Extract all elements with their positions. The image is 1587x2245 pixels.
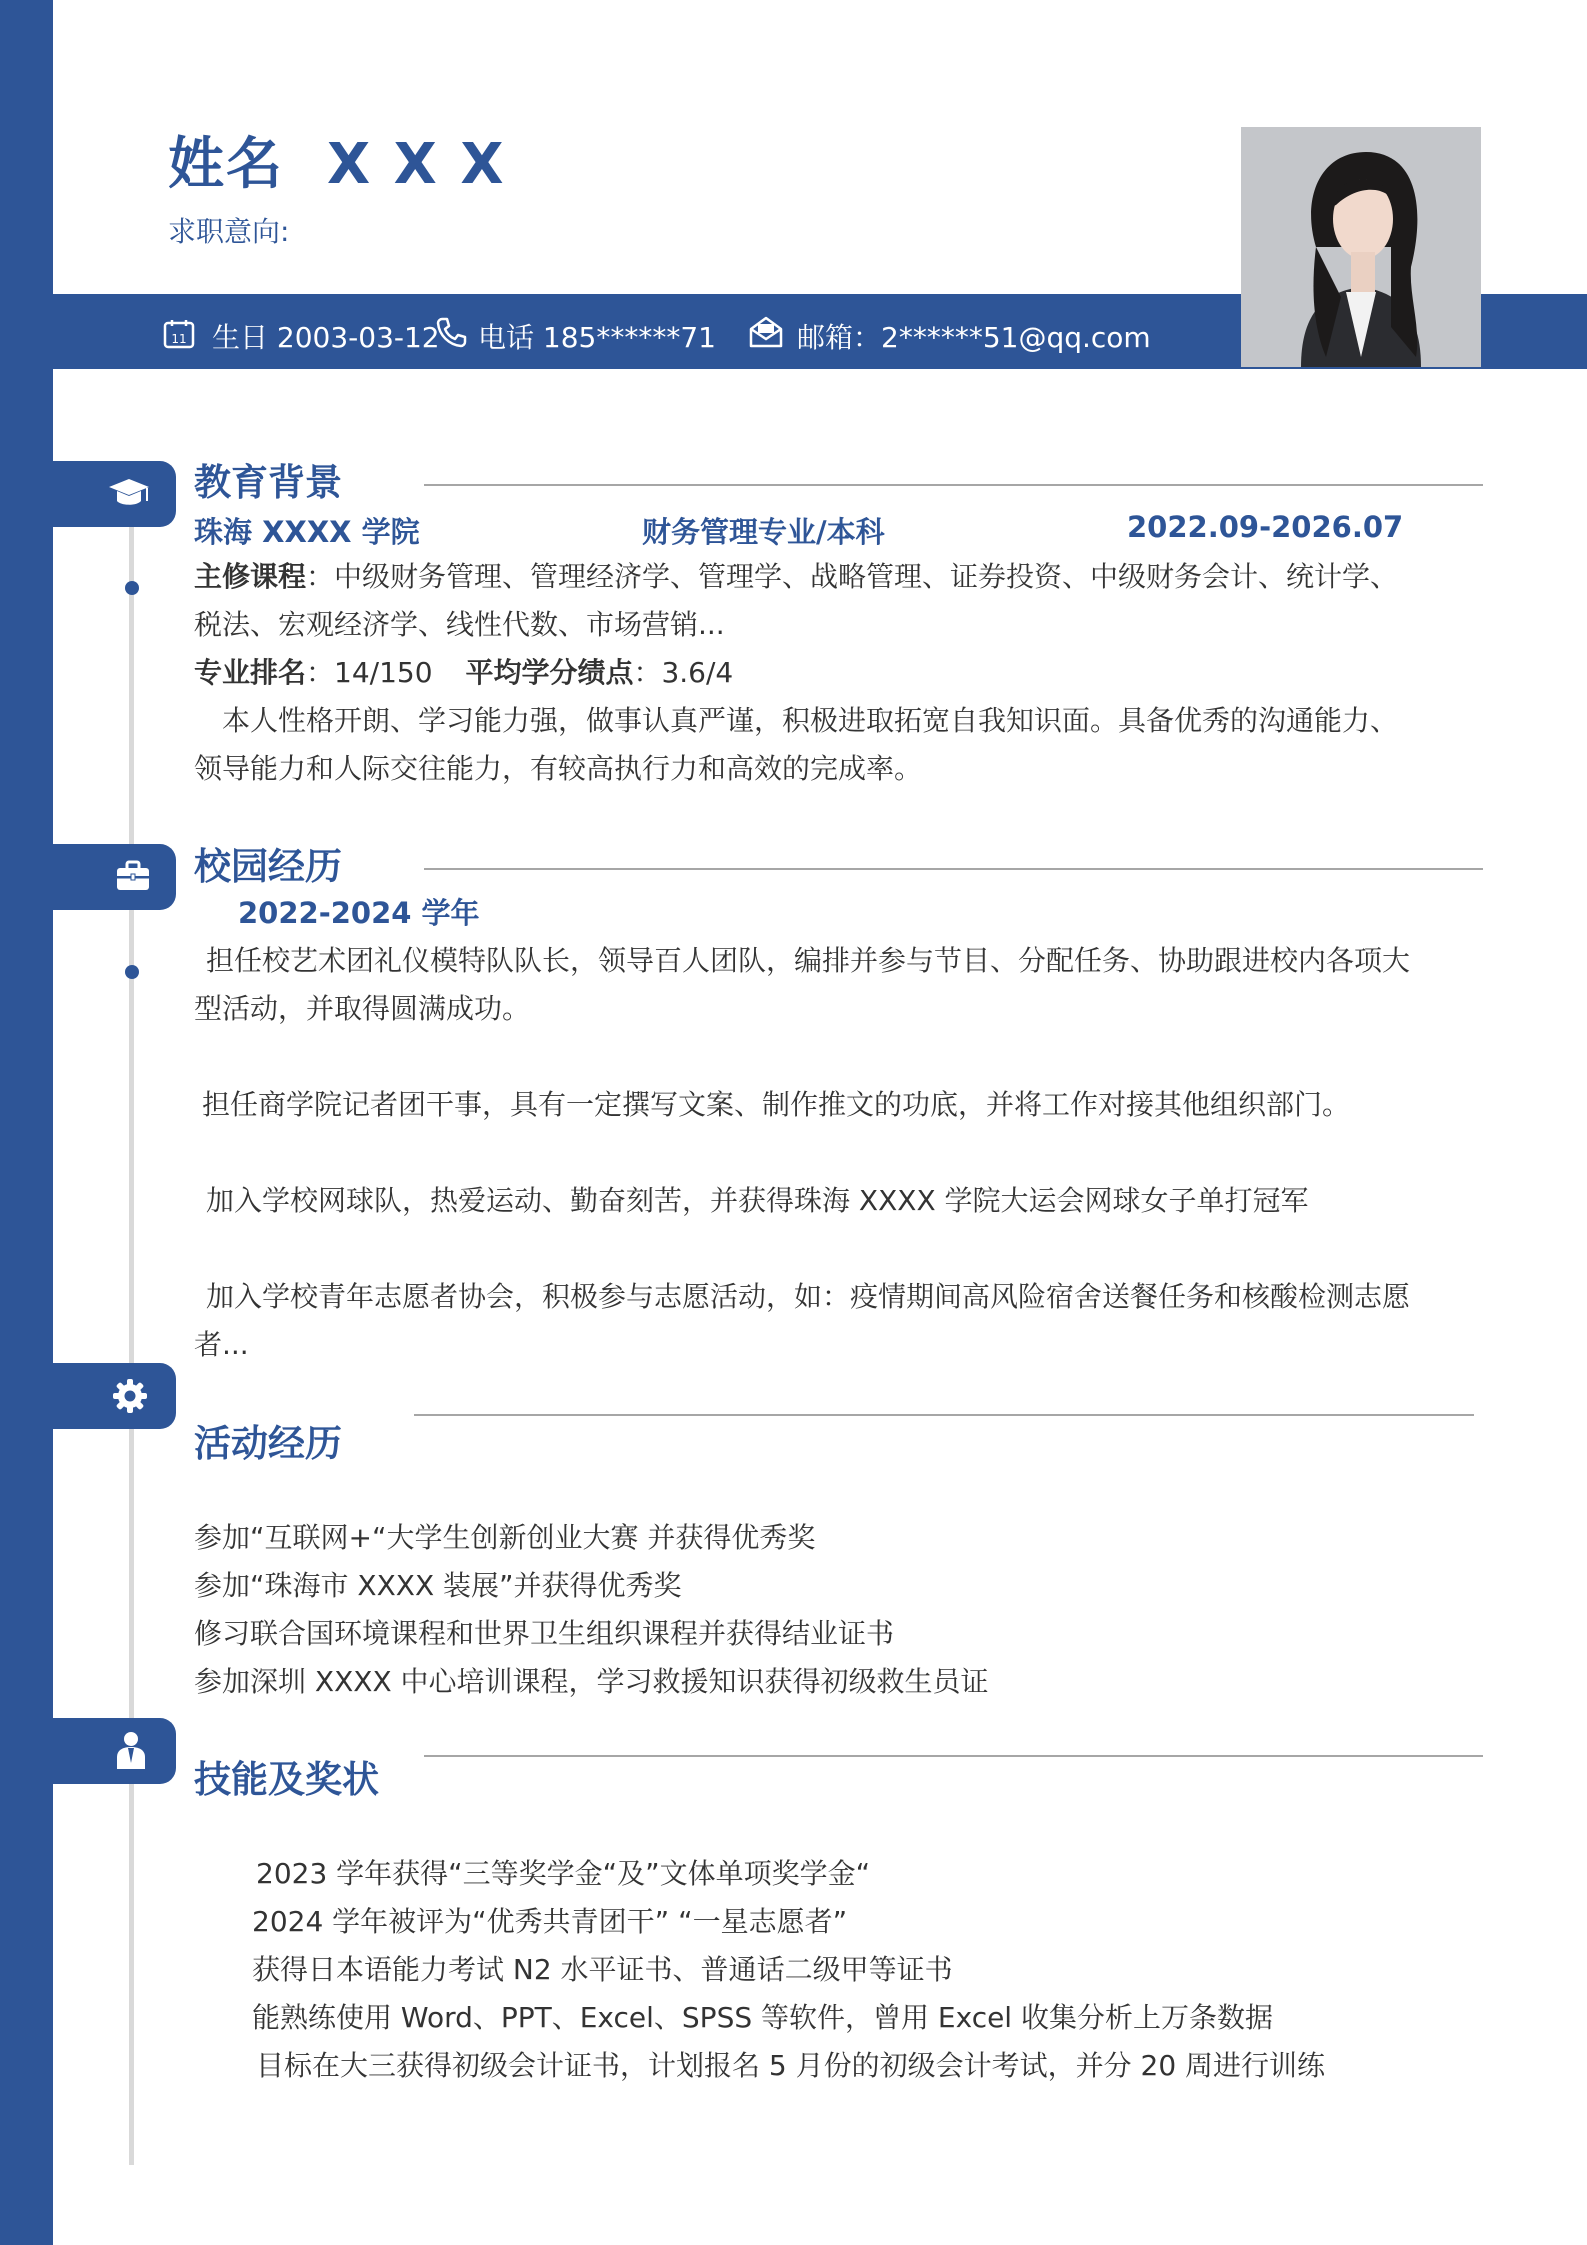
school-name: 珠海 XXXX 学院 (194, 515, 420, 549)
left-sidebar (0, 0, 53, 2245)
graduation-cap-icon (107, 477, 151, 511)
activity-item: 参加“互联网+“大学生创新创业大赛 并获得优秀奖 (194, 1521, 816, 1554)
campus-item: 型活动，并取得圆满成功。 (194, 992, 531, 1025)
candidate-name: 姓名 X X X (168, 132, 506, 197)
person-icon (115, 1731, 147, 1771)
activity-item: 修习联合国环境课程和世界卫生组织课程并获得结业证书 (194, 1617, 895, 1650)
campus-item: 加入学校网球队，热爱运动、勤奋刻苦，并获得珠海 XXXX 学院大运会网球女子单打冠军 (206, 1184, 1309, 1217)
section-divider (424, 1755, 1483, 1757)
campus-year: 2022-2024 学年 (238, 896, 480, 930)
phone-icon (435, 316, 467, 352)
skill-item: 2023 学年获得“三等奖学金“及”文体单项奖学金“ (256, 1857, 871, 1890)
education-tab (53, 461, 176, 527)
timeline-dot (125, 581, 139, 595)
gpa-value: ：3.6/4 (633, 656, 734, 689)
timeline-line (129, 480, 134, 2165)
svg-text:11: 11 (171, 332, 187, 346)
skill-item: 2024 学年被评为“优秀共青团干” “一星志愿者” (252, 1905, 848, 1938)
skills-title: 技能及奖状 (194, 1758, 379, 1801)
skill-item: 目标在大三获得初级会计证书，计划报名 5 月份的初级会计考试，并分 20 周进行训练 (256, 2049, 1326, 2082)
rank-value: ：14/150 (306, 656, 433, 689)
campus-item: 加入学校青年志愿者协会，积极参与志愿活动，如：疫情期间高风险宿舍送餐任务和核酸检测志愿 (206, 1280, 1411, 1313)
campus-item: 者... (194, 1328, 249, 1361)
birthday: 生日 2003-03-12 (212, 321, 440, 354)
major: 财务管理专业/本科 (642, 515, 885, 549)
section-divider (424, 484, 1483, 486)
section-divider (424, 868, 1483, 870)
job-intent: 求职意向: (168, 215, 290, 248)
campus-item: 担任商学院记者团干事，具有一定撰写文案、制作推文的功底，并将工作对接其他组织部门。 (202, 1088, 1351, 1121)
gear-icon (112, 1378, 148, 1414)
courses-text: ：中级财务管理、管理经济学、管理学、战略管理、证券投资、中级财务会计、统计学、 (306, 560, 1399, 593)
courses-line-2: 税法、宏观经济学、线性代数、市场营销... (194, 608, 725, 641)
skills-tab (53, 1718, 176, 1784)
summary-line-1: 本人性格开朗、学习能力强，做事认真严谨，积极进取拓宽自我知识面。具备优秀的沟通能力、 (222, 704, 1399, 737)
mail-icon (749, 316, 783, 352)
campus-item: 担任校艺术团礼仪模特队队长，领导百人团队，编排并参与节目、分配任务、协助跟进校内各项大 (206, 944, 1411, 977)
email: 邮箱：2******51@qq.com (797, 321, 1151, 354)
activities-tab (53, 1363, 176, 1429)
phone: 电话 185******71 (478, 321, 716, 354)
activity-item: 参加深圳 XXXX 中心培训课程，学习救援知识获得初级救生员证 (194, 1665, 989, 1698)
calendar-icon (163, 318, 195, 354)
gpa-label: 平均学分绩点 (465, 656, 634, 689)
summary-line-2: 领导能力和人际交往能力，有较高执行力和高效的完成率。 (194, 752, 923, 785)
skill-item: 能熟练使用 Word、PPT、Excel、SPSS 等软件，曾用 Excel 收集分析上万条数据 (252, 2001, 1273, 2034)
courses-label: 主修课程 (194, 560, 307, 593)
education-title: 教育背景 (194, 461, 342, 504)
rank-line (194, 649, 733, 697)
activities-title: 活动经历 (194, 1422, 342, 1465)
activity-item: 参加“珠海市 XXXX 装展”并获得优秀奖 (194, 1569, 682, 1602)
timeline-dot (125, 965, 139, 979)
briefcase-icon (116, 860, 150, 892)
skill-item: 获得日本语能力考试 N2 水平证书、普通话二级甲等证书 (252, 1953, 953, 1986)
campus-tab (53, 844, 176, 910)
campus-title: 校园经历 (194, 845, 342, 888)
section-divider (414, 1414, 1474, 1416)
study-period: 2022.09-2026.07 (1127, 510, 1404, 544)
profile-photo (1241, 127, 1481, 367)
courses-line (194, 553, 1398, 601)
rank-label: 专业排名 (194, 656, 307, 689)
